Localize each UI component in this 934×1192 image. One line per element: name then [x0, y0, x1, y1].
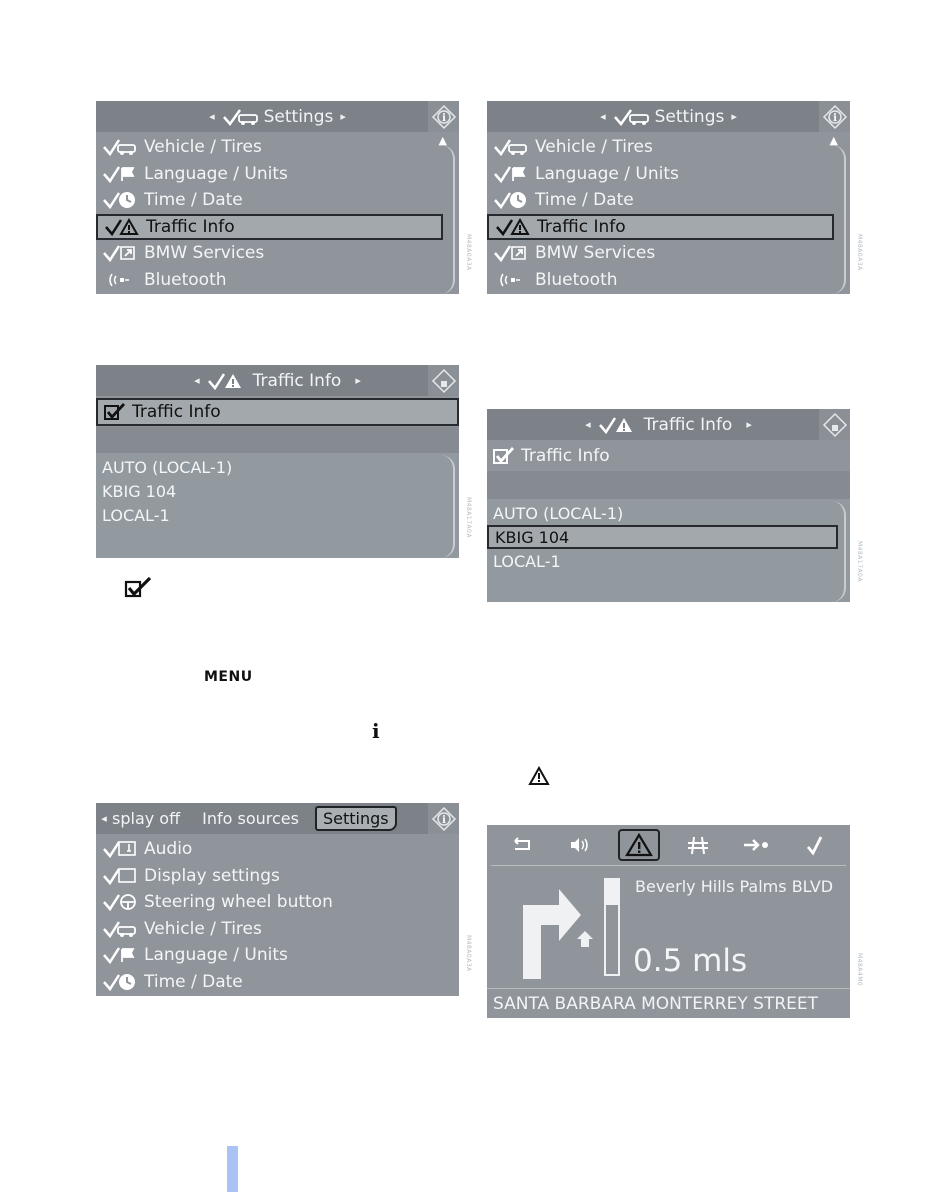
- clock-check-icon: [96, 190, 144, 210]
- item-label: Traffic Info: [537, 216, 626, 237]
- navigation-screen: [487, 825, 850, 1018]
- speaker-icon: [567, 835, 595, 855]
- car-check-icon: [487, 137, 535, 157]
- checkbox-label: Traffic Info: [132, 402, 221, 422]
- item-label: Time / Date: [144, 971, 243, 992]
- next-street-name: Beverly Hills Palms BLVD: [635, 877, 834, 896]
- settings-check-car-icon: [613, 107, 651, 127]
- settings-screen-1: [96, 101, 459, 294]
- info-icon: [822, 104, 848, 130]
- svg-text:i: i: [441, 112, 446, 124]
- item-label: Steering wheel button: [144, 892, 333, 913]
- list-item-station[interactable]: AUTO (LOCAL-1): [493, 503, 624, 523]
- title-bar: [96, 365, 459, 396]
- menu-settings-screen: [96, 803, 459, 996]
- list-item-language-units[interactable]: [96, 942, 459, 969]
- steering-check-icon: [96, 892, 144, 912]
- nav-toolbar: [487, 825, 850, 865]
- list-item-station[interactable]: LOCAL-1: [102, 505, 170, 525]
- checkbox-checked-icon: [493, 447, 515, 465]
- scroll-up-arrow-icon[interactable]: ▲: [438, 134, 447, 147]
- list-item-language-units[interactable]: [487, 161, 850, 188]
- right-arrow-icon[interactable]: ▸: [731, 110, 737, 123]
- left-arrow-icon[interactable]: ◂: [101, 812, 107, 825]
- right-arrow-icon[interactable]: ▸: [355, 374, 361, 387]
- destination-button[interactable]: [735, 829, 777, 861]
- highway-icon: [685, 834, 711, 856]
- svg-text:i: i: [441, 814, 446, 826]
- list-item-audio[interactable]: [96, 836, 459, 863]
- item-label: BMW Services: [144, 243, 265, 264]
- title-text: Traffic Info: [252, 370, 342, 391]
- settings-list: [487, 134, 850, 293]
- item-label: Time / Date: [535, 190, 634, 211]
- traffic-info-checkbox-row[interactable]: [487, 442, 850, 470]
- item-label: Bluetooth: [535, 269, 618, 290]
- checkbox-checked-icon: [104, 403, 126, 421]
- options-icon: [822, 412, 848, 438]
- voice-button[interactable]: [560, 829, 602, 861]
- traffic-warning-button[interactable]: [618, 829, 660, 861]
- figure-code: M48A0A3A: [856, 234, 863, 271]
- warning-icon: [625, 833, 653, 857]
- current-street-name: SANTA BARBARA MONTERREY STREET: [487, 988, 850, 1018]
- warning-check-icon: [207, 371, 243, 391]
- flag-check-icon: [96, 164, 144, 184]
- figure-code: M48A0A3A: [465, 935, 472, 972]
- settings-list: [96, 836, 459, 995]
- item-label: Language / Units: [144, 945, 288, 966]
- list-item-bmw-services[interactable]: [96, 240, 459, 267]
- tab-bar: [96, 803, 459, 834]
- title-text: Traffic Info: [643, 414, 733, 435]
- list-item-time-date[interactable]: [96, 969, 459, 996]
- traffic-info-checkbox-row[interactable]: [96, 398, 459, 426]
- bluetooth-icon: [96, 270, 144, 290]
- list-item-traffic-info[interactable]: [487, 214, 834, 241]
- back-icon: [509, 835, 535, 855]
- traffic-info-screen-2: [487, 409, 850, 602]
- divider: [491, 865, 846, 866]
- car-check-icon: [96, 919, 144, 939]
- item-label: Time / Date: [144, 190, 243, 211]
- scrollbar[interactable]: [832, 145, 846, 294]
- left-arrow-icon[interactable]: ◂: [600, 110, 606, 123]
- item-label: Display settings: [144, 865, 280, 886]
- clock-check-icon: [96, 972, 144, 992]
- item-label: Vehicle / Tires: [144, 918, 262, 939]
- title-bar: [487, 409, 850, 440]
- clock-check-icon: [487, 190, 535, 210]
- warning-icon: [528, 766, 550, 790]
- list-item-bmw-services[interactable]: [487, 240, 850, 267]
- item-label: Language / Units: [535, 163, 679, 184]
- scrollbar[interactable]: [832, 501, 846, 602]
- warning-check-icon: [98, 217, 146, 237]
- turn-right-arrow-icon: [515, 875, 625, 981]
- display-check-icon: [96, 866, 144, 886]
- list-item-station-selected[interactable]: KBIG 104: [487, 525, 838, 549]
- list-item-station[interactable]: AUTO (LOCAL-1): [102, 457, 233, 477]
- item-label: Audio: [144, 839, 193, 860]
- flag-check-icon: [487, 164, 535, 184]
- list-item-display-settings[interactable]: [96, 863, 459, 890]
- audio-check-icon: [96, 839, 144, 859]
- list-item-traffic-info[interactable]: [96, 214, 443, 241]
- station-list-panel: [96, 453, 459, 558]
- right-arrow-icon[interactable]: ▸: [746, 418, 752, 431]
- left-arrow-icon[interactable]: ◂: [194, 374, 200, 387]
- highway-button[interactable]: [677, 829, 719, 861]
- divider-band: [487, 471, 850, 499]
- title-bar: [96, 101, 459, 132]
- tab-settings[interactable]: Settings: [315, 806, 397, 831]
- warning-check-icon: [598, 415, 634, 435]
- list-item-station[interactable]: LOCAL-1: [493, 551, 561, 571]
- item-label: Language / Units: [144, 163, 288, 184]
- checkbox-checked-icon: [124, 577, 154, 603]
- page-margin-marker: [227, 1146, 238, 1192]
- arrow-to-destination-icon: [741, 835, 771, 855]
- settings-button[interactable]: [794, 829, 836, 861]
- info-button[interactable]: [428, 803, 459, 834]
- item-label: Traffic Info: [146, 216, 235, 237]
- figure-code: M48A17A0A: [856, 541, 863, 583]
- left-arrow-icon[interactable]: ◂: [209, 110, 215, 123]
- list-item-time-date[interactable]: [96, 187, 459, 214]
- list-item-station[interactable]: KBIG 104: [102, 481, 177, 501]
- settings-check-car-icon: [222, 107, 260, 127]
- bluetooth-icon: [487, 270, 535, 290]
- title-text: Settings: [263, 106, 334, 127]
- checkbox-label: Traffic Info: [521, 446, 610, 466]
- list-item-steering-wheel-button[interactable]: [96, 889, 459, 916]
- tab-display-off[interactable]: splay off: [112, 809, 181, 828]
- title-bar: [487, 101, 850, 132]
- tab-info-sources[interactable]: Info sources: [202, 809, 299, 828]
- left-arrow-icon[interactable]: ◂: [585, 418, 591, 431]
- divider-band: [96, 427, 459, 453]
- distance-to-turn: 0.5 mls: [633, 943, 748, 979]
- station-list: [96, 455, 459, 527]
- car-check-icon: [96, 137, 144, 157]
- list-item-time-date[interactable]: [487, 187, 850, 214]
- info-button[interactable]: [819, 101, 850, 132]
- back-button[interactable]: [501, 829, 543, 861]
- options-button[interactable]: [819, 409, 850, 440]
- info-icon: [431, 806, 457, 832]
- svg-text:i: i: [832, 112, 837, 124]
- info-symbol: i: [372, 719, 380, 743]
- menu-button-label: MENU: [204, 669, 253, 685]
- settings-screen-2: [487, 101, 850, 294]
- flag-check-icon: [96, 945, 144, 965]
- list-item-bluetooth[interactable]: [96, 267, 459, 294]
- station-list-panel: [487, 499, 850, 602]
- info-button[interactable]: [428, 101, 459, 132]
- figure-code: M48A4M0: [856, 953, 863, 987]
- item-label: Vehicle / Tires: [144, 137, 262, 158]
- settings-list: [96, 134, 459, 293]
- info-icon: [431, 104, 457, 130]
- title-text: Settings: [654, 106, 725, 127]
- scroll-up-arrow-icon[interactable]: ▲: [829, 134, 838, 147]
- list-item-bluetooth[interactable]: [487, 267, 850, 294]
- options-button[interactable]: [428, 365, 459, 396]
- bmw-services-icon: [96, 243, 144, 263]
- options-icon: [431, 368, 457, 394]
- bmw-services-icon: [487, 243, 535, 263]
- item-label: Vehicle / Tires: [535, 137, 653, 158]
- item-label: Bluetooth: [144, 269, 227, 290]
- figure-code: M48A0A3A: [465, 234, 472, 271]
- right-arrow-icon[interactable]: ▸: [340, 110, 346, 123]
- list-item-vehicle-tires[interactable]: [487, 134, 850, 161]
- station-list: [487, 501, 850, 573]
- list-item-vehicle-tires[interactable]: [96, 134, 459, 161]
- traffic-info-screen-1: [96, 365, 459, 558]
- scrollbar[interactable]: [441, 145, 455, 294]
- item-label: BMW Services: [535, 243, 656, 264]
- scrollbar[interactable]: [441, 455, 455, 558]
- figure-code: M48A17A0A: [465, 497, 472, 539]
- check-icon: [804, 834, 826, 856]
- warning-check-icon: [489, 217, 537, 237]
- list-item-language-units[interactable]: [96, 161, 459, 188]
- list-item-vehicle-tires[interactable]: [96, 916, 459, 943]
